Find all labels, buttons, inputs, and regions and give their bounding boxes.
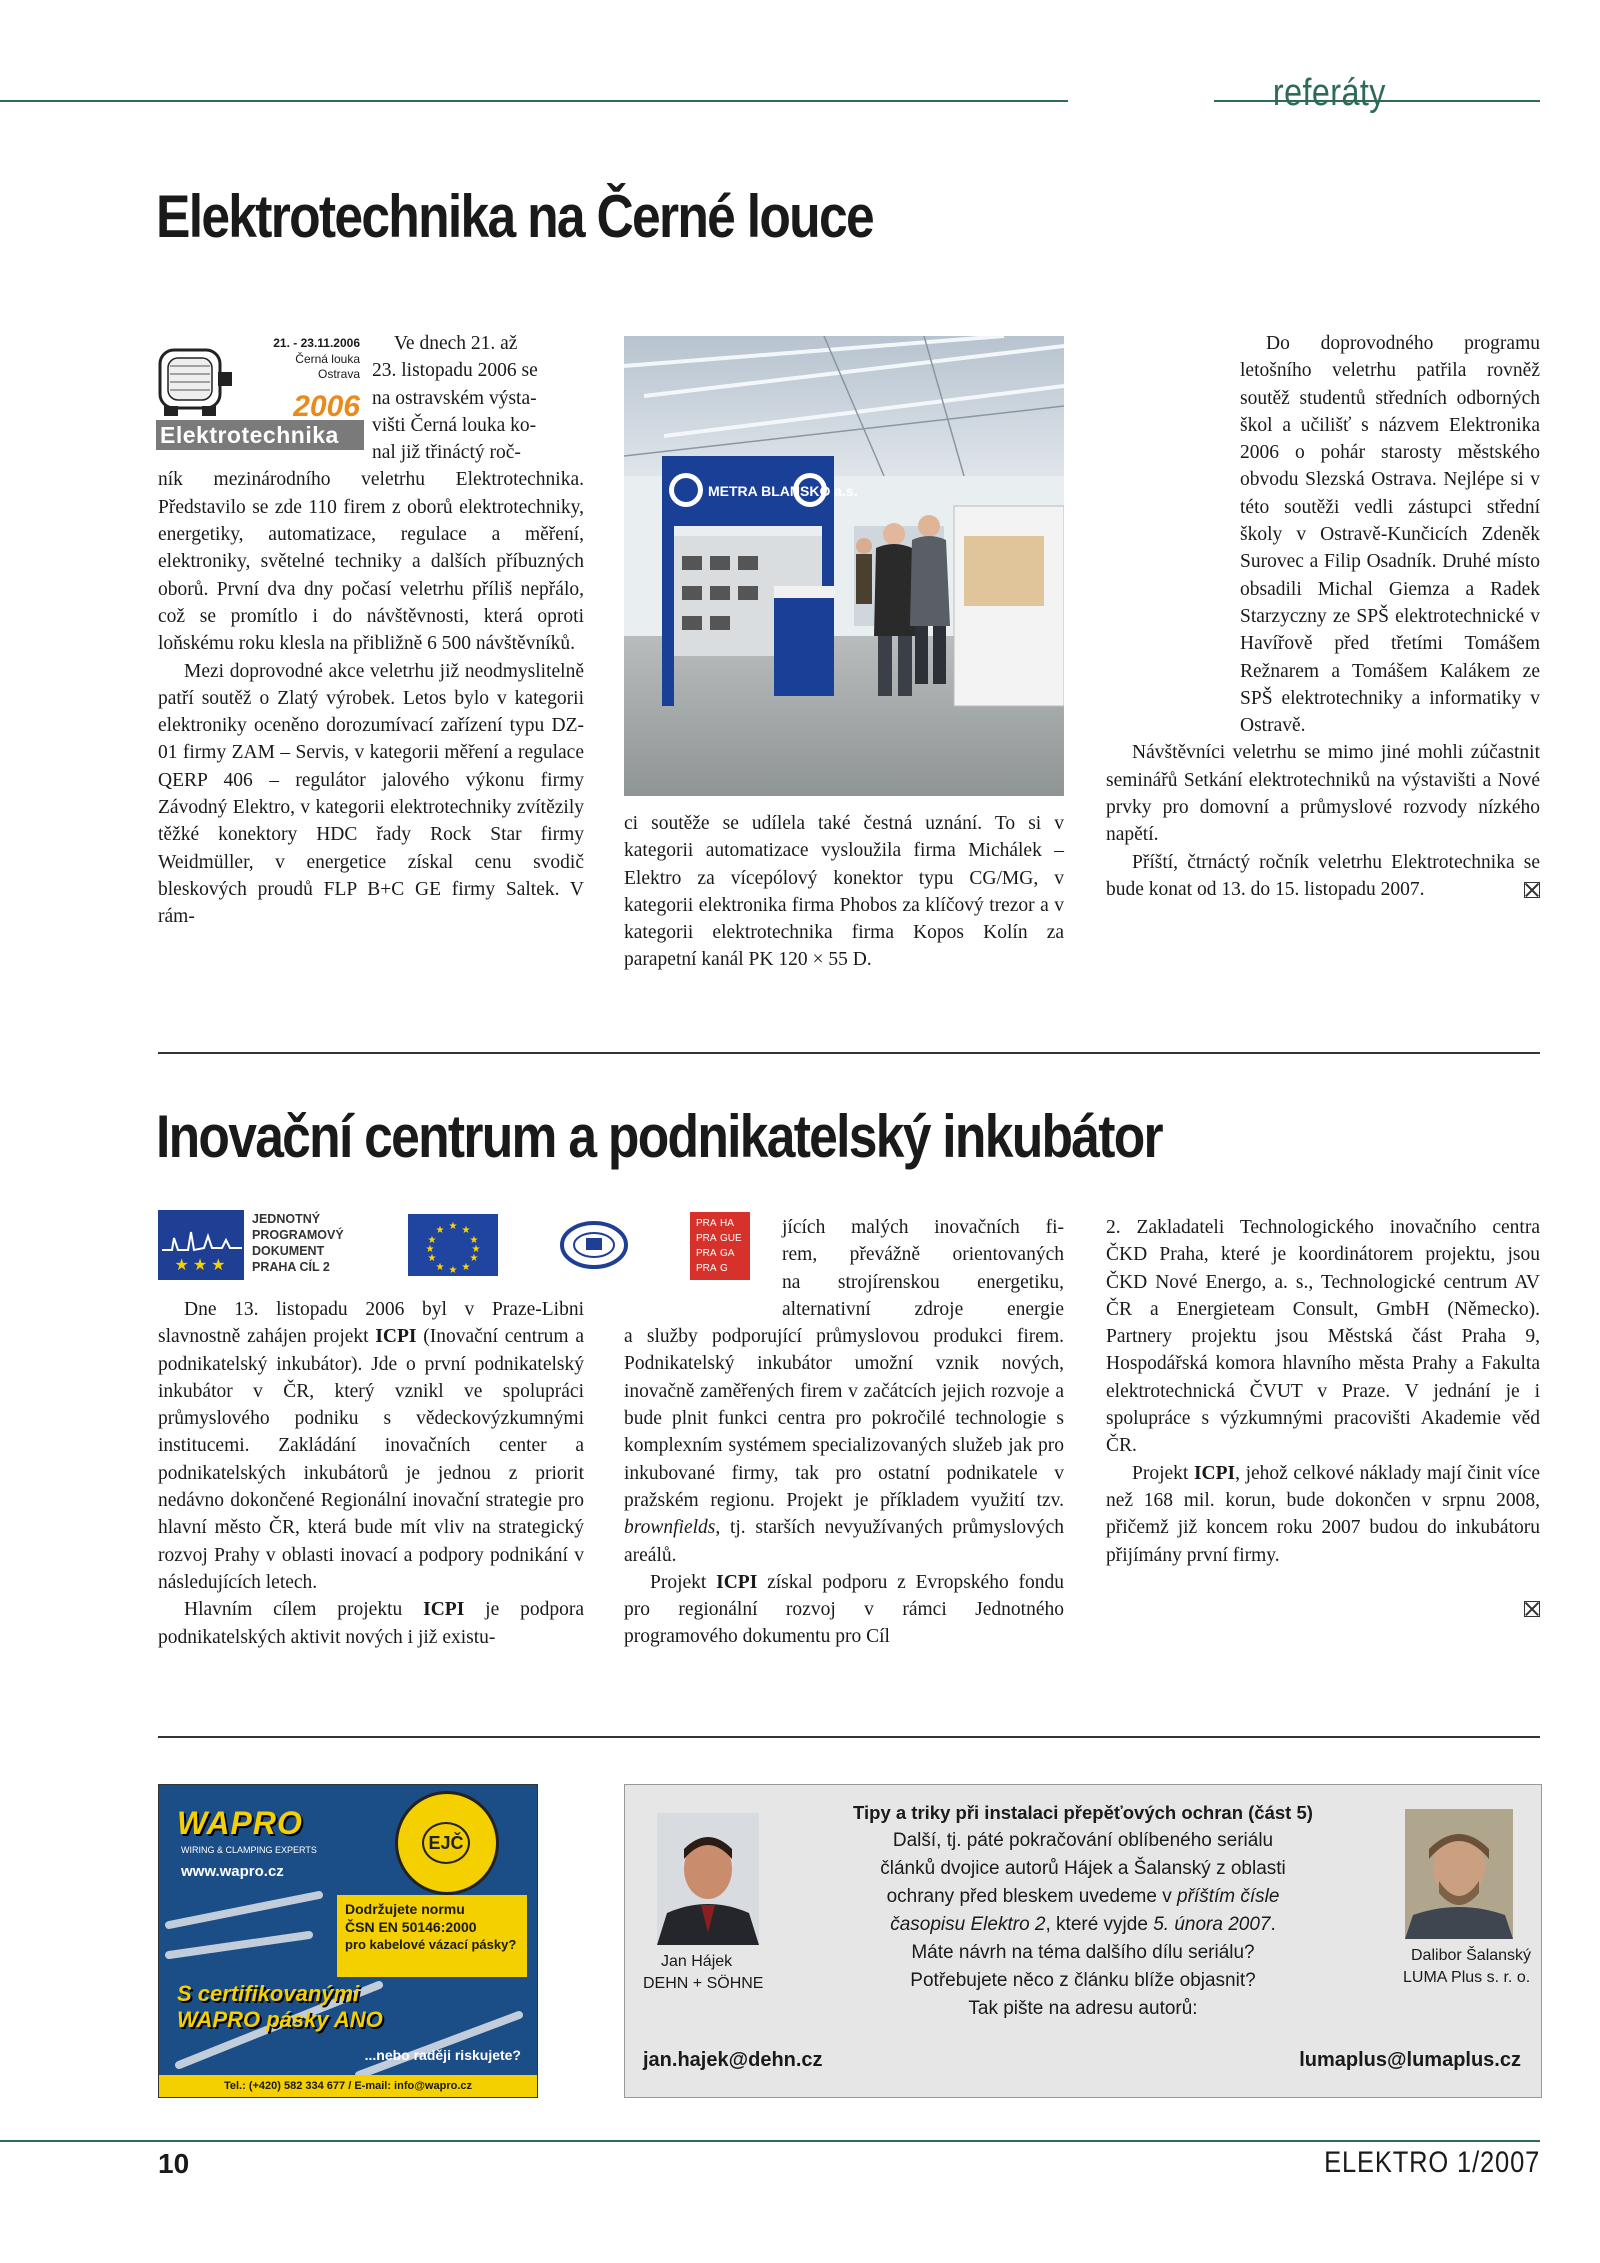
person-portrait-icon bbox=[657, 1813, 759, 1945]
author2-org: LUMA Plus s. r. o. bbox=[1403, 1969, 1531, 1986]
paragraph: Mezi doprovodné akce veletrhu již neodmyslitelně patří soutěž o Zlatý výrobek. Letos bylo v kategorii elektroniky oceněno dorozumívací zařízení typu DZ-01 firmy ZAM – Servis, v kategorii měření a regulace QERP 406 – regulátor jalového výkonu firmy Závodný Elektro, v kategorii elektrotechniky zvítězily těžké konektory HDC řady Rock Star firmy Weidmüller, v energetice získal cenu svodič bleskových proudů FLP B+C GE firmy Saltek. V rám- bbox=[158, 660, 584, 928]
tips-line: Potřebujete něco z článku blíže objasnit? bbox=[910, 1970, 1256, 1991]
praha-letter: G bbox=[720, 1263, 728, 1274]
text: Projekt bbox=[1132, 1462, 1194, 1484]
wapro-contact: Tel.: (+420) 582 334 677 / E-mail: info@wapro.cz bbox=[159, 2075, 537, 2097]
paragraph bbox=[624, 1323, 1064, 1569]
person-portrait-icon bbox=[1405, 1809, 1513, 1939]
header-rule-left bbox=[0, 100, 1068, 102]
tips-line: Tak pište na adresu autorů: bbox=[968, 1998, 1198, 2019]
tips-line: článků dvojice autorů Hájek a Šalanský z oblasti bbox=[880, 1858, 1286, 1879]
lead-line: Ve dnech 21. až bbox=[394, 333, 518, 354]
article2-column3 bbox=[1106, 1214, 1540, 1617]
wapro-brand: WAPRO bbox=[177, 1805, 303, 1841]
author1-org: DEHN + SÖHNE bbox=[643, 1975, 764, 1992]
column2-narrow bbox=[782, 1214, 1064, 1323]
icpi-term: ICPI bbox=[375, 1326, 417, 1348]
jpd-line: PROGRAMOVÝ bbox=[252, 1228, 344, 1242]
author2-photo bbox=[1405, 1809, 1513, 1939]
paragraph: ci soutěže se udílela také čestná uznání. To si v kategorii automatizace vysloužila firma Michálek – Elektro za vícepólový konektor typu CG/MG, v kategorii elektronika firma Phobos za klíčový trezor a v kategorii elektrotechnika firma Kopos Kolín za parapetní kanál PK 120 × 55 D. bbox=[624, 813, 1064, 971]
headline-line: S certifikovanými bbox=[177, 1981, 360, 2006]
exhibition-photo bbox=[624, 336, 1064, 796]
end-mark-icon bbox=[1524, 1601, 1540, 1617]
svg-text:★: ★ bbox=[435, 1262, 445, 1273]
paragraph: ník mezinárodního veletrhu Elektrotechnika. Představilo se zde 110 firem z oborů elektrotechniky, energetiky, automatizace, regulace a měření, elektroniky, světelné techniky a dalších příbuzných oborů. První dva dny počasí veletrhu příliš nepřálo, což se promítlo i do návštěvnosti, která oproti loňskému roku klesla na přibližně 6 500 návštěvníků. bbox=[158, 469, 584, 655]
svg-text:★: ★ bbox=[448, 1221, 458, 1232]
lead-line: jících malých inovačních fi- bbox=[782, 1217, 1064, 1238]
text: je podpora podnikatelských aktivit nových i již existu- bbox=[158, 1599, 584, 1648]
text: Projekt bbox=[650, 1571, 717, 1593]
article2-column2 bbox=[624, 1214, 1064, 1651]
jpd-line: PRAHA CÍL 2 bbox=[252, 1260, 330, 1274]
icpi-term: ICPI bbox=[716, 1571, 758, 1593]
tips-line bbox=[795, 1883, 1371, 1911]
text: , jehož celkové náklady mají činit více než 168 mil. korun, bude dokončen v srpnu 2008, přičemž již koncem roku 2007 budou do inkubátoru přijímány první firmy. bbox=[1106, 1462, 1540, 1566]
paragraph bbox=[624, 1569, 1064, 1651]
text: získal podporu z Evropského fondu pro regionální rozvoj v rámci Jednotného programového dokumentu pro Cíl bbox=[624, 1571, 1064, 1648]
tips-title: Tipy a triky při instalaci přepěťových ochran (část 5) bbox=[853, 1802, 1313, 1823]
icpi-term: ICPI bbox=[1193, 1462, 1236, 1484]
praha-letter: PRA bbox=[696, 1233, 717, 1244]
praha-letter: GUE bbox=[720, 1233, 742, 1244]
jpd-line: JEDNOTNÝ bbox=[252, 1212, 321, 1226]
tips-text bbox=[795, 1799, 1371, 2023]
praha-letter: PRA bbox=[696, 1248, 717, 1259]
logo-year: 2006 bbox=[293, 390, 360, 423]
svg-text:★: ★ bbox=[425, 1244, 435, 1255]
article1-column1 bbox=[158, 330, 584, 931]
author1-photo bbox=[657, 1813, 759, 1945]
praha-letter: PRA bbox=[696, 1218, 717, 1229]
headline-line: WAPRO pásky ANO bbox=[177, 2007, 383, 2032]
certification-seal-icon: EJČ bbox=[395, 1791, 499, 1895]
svg-text:★: ★ bbox=[471, 1244, 481, 1255]
ministry-seal-icon bbox=[560, 1214, 628, 1276]
page-number: 10 bbox=[158, 2148, 190, 2179]
article1-column2 bbox=[624, 810, 1064, 974]
svg-text:★ ★ ★: ★ ★ ★ bbox=[174, 1257, 226, 1274]
svg-text:★: ★ bbox=[461, 1262, 471, 1273]
text: , které vyjde bbox=[1045, 1914, 1154, 1935]
photo-sign: METRA BLANSKO a.s. bbox=[708, 483, 858, 499]
wapro-url: www.wapro.cz bbox=[181, 1863, 284, 1880]
footer-rule bbox=[0, 2140, 1540, 2142]
email-lumaplus[interactable]: lumaplus@lumaplus.cz bbox=[1299, 2049, 1521, 2071]
article1-lead bbox=[372, 330, 584, 466]
notice-line: pro kabelové vázací pásky? bbox=[345, 1937, 517, 1952]
praha-letter: PRA bbox=[696, 1263, 717, 1274]
article1-column3 bbox=[1106, 330, 1540, 903]
logo-name: Elektrotechnika bbox=[160, 422, 339, 448]
svg-text:★: ★ bbox=[469, 1235, 479, 1246]
paragraph bbox=[1106, 1460, 1540, 1569]
paragraph: 2. Zakladateli Technologického inovačního centra ČKD Praha, které je koordinátorem projektu, jsou ČKD Nové Energo, a. s., Technologické centrum AV ČR a Energieteam Consult, GmbH (Německo). Partnery projektu jsou Městská část Praha 9, Hospodářská komora hlavního města Prahy a Fakulta elektrotechnická ČVUT v Praze. V jednání je i spolupráce s výzkumnými pracovišti Akademie věd ČR. bbox=[1106, 1217, 1540, 1457]
tips-line bbox=[795, 1911, 1371, 1939]
paragraph-text: Příští, čtrnáctý ročník veletrhu Elektrotechnika se bude konat od 13. do 15. listopadu 2007. bbox=[1106, 851, 1540, 900]
lead-line: 23. listopadu 2006 se bbox=[372, 360, 538, 382]
magazine-issue: ELEKTRO 1/2007 bbox=[1323, 2146, 1540, 2179]
lead-line: rem, převážně orientovaných bbox=[782, 1244, 1064, 1266]
brownfields-term: brownfields bbox=[624, 1517, 716, 1539]
end-mark-icon bbox=[1524, 882, 1540, 898]
lead-line: višti Černá louka ko- bbox=[372, 414, 537, 436]
tips-box bbox=[624, 1784, 1542, 2098]
section-label: referáty bbox=[1273, 72, 1386, 114]
notice-line: ČSN EN 50146:2000 bbox=[345, 1919, 477, 1935]
wapro-advertisement bbox=[158, 1784, 538, 2098]
text: 5. února 2007 bbox=[1153, 1914, 1271, 1935]
praha-letter: GA bbox=[720, 1248, 735, 1259]
article-divider bbox=[158, 1052, 1540, 1054]
article2-column1 bbox=[158, 1296, 584, 1651]
photo-illustration bbox=[624, 336, 1064, 796]
paragraph bbox=[158, 1296, 584, 1596]
svg-text:★: ★ bbox=[435, 1225, 445, 1236]
text: . bbox=[1270, 1914, 1276, 1935]
wapro-sub: ...nebo raději riskujete? bbox=[364, 2047, 521, 2063]
tips-line: Máte návrh na téma dalšího dílu seriálu? bbox=[911, 1942, 1255, 1963]
text: a služby podporující průmyslovou produkci firem. Podnikatelský inkubátor umožní vznik nových, inovačně zaměřených firem v začátcích jejich rozvoje a bude plnit funkci centra pro pokročilé technologie s komplexním systémem specializovaných služeb jak pro inkubované firmy, tak pro ostatní podnikatele v pražském regionu. Projekt je příkladem využití tzv. bbox=[624, 1326, 1064, 1511]
paragraph: Do doprovodného programu letošního veletrhu patřila rovněž soutěž studentů středních odborných škol a učilišť s názvem Elektronika 2006 o pohár starosty městského obvodu Slezská Ostrava. Nejlépe si v této soutěži vedli zástupci střední školy v Ostravě-Kunčicích Zdeněk Surovec a Filip Osadník. Druhé místo obsadili Michal Giemza a Radek Starzyczny ze SPŠ elektrotechnické v Havířově před třetími Tomášem Režnarem a Tomášem Kalákem ze SPŠ elektrotechniky a informatiky v Ostravě. bbox=[1240, 333, 1540, 737]
text: , tj. starších nevyužívaných průmyslových areálů. bbox=[624, 1517, 1064, 1566]
paragraph bbox=[1106, 849, 1540, 904]
text: (Inovační centrum a podnikatelský inkubátor). Jde o první podnikatelský inkubátor v ČR, který vznikl ve spolupráci průmyslového podniku s vědeckovýzkumnými institucemi. Zakládání inovačních center a podnikatelských inkubátorů je jednou z priorit nedávno dokončené Regionální inovační strategie pro hlavní město ČR, která bude mít vliv na strategický rozvoj Prahy v oblasti inovací a podpory podnikání v následujících letech. bbox=[158, 1326, 584, 1593]
logo-place2: Ostrava bbox=[317, 367, 360, 381]
praha-letter: HA bbox=[720, 1218, 734, 1229]
icpi-term: ICPI bbox=[423, 1599, 465, 1621]
text: Hlavním cílem projektu bbox=[184, 1599, 424, 1621]
eu-flag-icon bbox=[408, 1214, 498, 1276]
jpd-line: DOKUMENT bbox=[252, 1244, 325, 1258]
svg-text:★: ★ bbox=[461, 1225, 471, 1236]
lead-line: na ostravském výsta- bbox=[372, 387, 537, 409]
text: Dne 13. listopadu 2006 byl v Praze-Libni slavnostně zahájen projekt bbox=[158, 1299, 584, 1348]
email-jan-hajek[interactable]: jan.hajek@dehn.cz bbox=[643, 2049, 823, 2071]
svg-text:★: ★ bbox=[469, 1253, 479, 1264]
article2-title: Inovační centrum a podnikatelský inkubátor bbox=[156, 1103, 1162, 1170]
column3-narrow bbox=[1240, 330, 1540, 739]
wapro-tagline: WIRING & CLAMPING EXPERTS bbox=[181, 1845, 317, 1855]
logo-dates: 21. - 23.11.2006 bbox=[273, 336, 360, 350]
lead-line: alternativní zdroje energie bbox=[782, 1298, 1064, 1320]
logo-place1: Černá louka bbox=[295, 352, 360, 366]
text: ochrany před bleskem uvedeme v bbox=[886, 1886, 1178, 1907]
tips-line: Další, tj. páté pokračování oblíbeného seriálu bbox=[892, 1830, 1274, 1851]
jpd-logo bbox=[158, 1210, 350, 1282]
article1-title: Elektrotechnika na Černé louce bbox=[156, 183, 873, 250]
author1-name: Jan Hájek bbox=[661, 1953, 733, 1970]
svg-text:★: ★ bbox=[427, 1235, 437, 1246]
text: příštím čísle bbox=[1177, 1886, 1280, 1907]
svg-text:★: ★ bbox=[448, 1265, 458, 1276]
paragraph bbox=[158, 1596, 584, 1651]
author2-name: Dalibor Šalanský bbox=[1411, 1947, 1532, 1964]
lead-line: na strojírenskou energetiku, bbox=[782, 1271, 1064, 1293]
prague-skyline-icon bbox=[158, 1210, 246, 1280]
svg-text:★: ★ bbox=[427, 1253, 437, 1264]
text: časopisu Elektro 2 bbox=[890, 1914, 1046, 1935]
lead-line: nal již třináctý roč- bbox=[372, 442, 521, 464]
paragraph: Návštěvníci veletrhu se mimo jiné mohli zúčastnit seminářů Setkání elektrotechniků na výstavišti a Nové prvky pro domovní a průmyslové rozvody nízkého napětí. bbox=[1106, 742, 1540, 846]
notice-line: Dodržujete normu bbox=[345, 1901, 465, 1917]
article-divider bbox=[158, 1736, 1540, 1738]
